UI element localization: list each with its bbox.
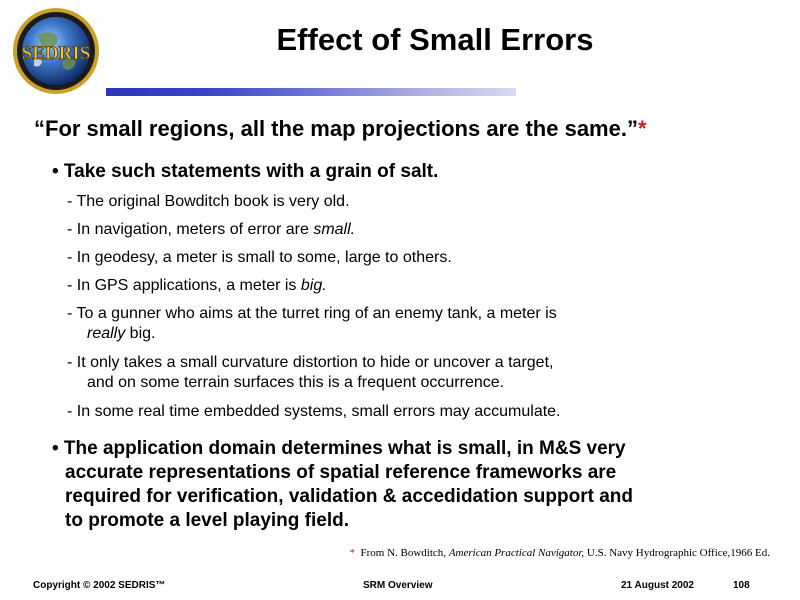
- quote: [34, 116, 647, 142]
- footnote-post: U.S. Navy Hydrographic Office,1966 Ed.: [584, 547, 770, 559]
- sub-navigation-text: - In navigation, meters of error are: [67, 221, 314, 238]
- emphasis-really: really: [87, 325, 126, 342]
- sub-embedded: - In some real time embedded systems, small errors may accumulate.: [67, 403, 561, 420]
- bullet-grain-of-salt: • Take such statements with a grain of salt.: [52, 161, 439, 182]
- quote-footnote-star: *: [637, 116, 647, 141]
- sub-curvature: [67, 353, 553, 393]
- sub-gunner-big: big.: [125, 325, 156, 342]
- bullet2-line-2: accurate representations of spatial reference frameworks are: [65, 462, 617, 483]
- quote-text: “For small regions, all the map projections are the same.”: [34, 116, 638, 141]
- sub-curvature-line1: - It only takes a small curvature distortion to hide or uncover a target,: [67, 354, 554, 371]
- logo-text: SEDRIS: [21, 43, 91, 64]
- footnote-book: American Practical Navigator,: [448, 547, 585, 559]
- slide-title: Effect of Small Errors: [276, 22, 594, 57]
- footnote-star: *: [349, 547, 355, 559]
- sub-geodesy: - In geodesy, a meter is small to some, large to others.: [67, 249, 452, 266]
- emphasis-big: big.: [300, 277, 327, 294]
- bullet2-line-3: required for verification, validation & accedidation support and: [65, 486, 633, 507]
- sub-gunner-line2: [67, 324, 557, 344]
- footer-date: 21 August 2002: [621, 580, 694, 591]
- bullet2-line-4: to promote a level playing field.: [65, 510, 349, 531]
- sub-gunner: [67, 304, 557, 344]
- sub-gunner-line1: - To a gunner who aims at the turret ring of an enemy tank, a meter is: [67, 305, 557, 322]
- sub-curvature-line2: and on some terrain surfaces this is a frequent occurrence.: [87, 374, 505, 391]
- title-underline-bar: [106, 88, 516, 96]
- footnote: [0, 547, 770, 559]
- sub-navigation: [67, 220, 355, 240]
- page-number: 108: [733, 580, 750, 591]
- sub-gps: [67, 276, 327, 296]
- footer-center: SRM Overview: [363, 580, 433, 591]
- bullet-application-domain: [52, 437, 782, 533]
- bullet2-line-1: • The application domain determines what is small, in M&S very: [52, 438, 626, 459]
- emphasis-small: small.: [313, 221, 356, 238]
- sub-bowditch-old: - The original Bowditch book is very old.: [67, 193, 350, 210]
- sub-gps-text: - In GPS applications, a meter is: [67, 277, 301, 294]
- footer-copyright: Copyright © 2002 SEDRIS™: [33, 580, 166, 591]
- footnote-pre: From N. Bowditch,: [360, 547, 449, 559]
